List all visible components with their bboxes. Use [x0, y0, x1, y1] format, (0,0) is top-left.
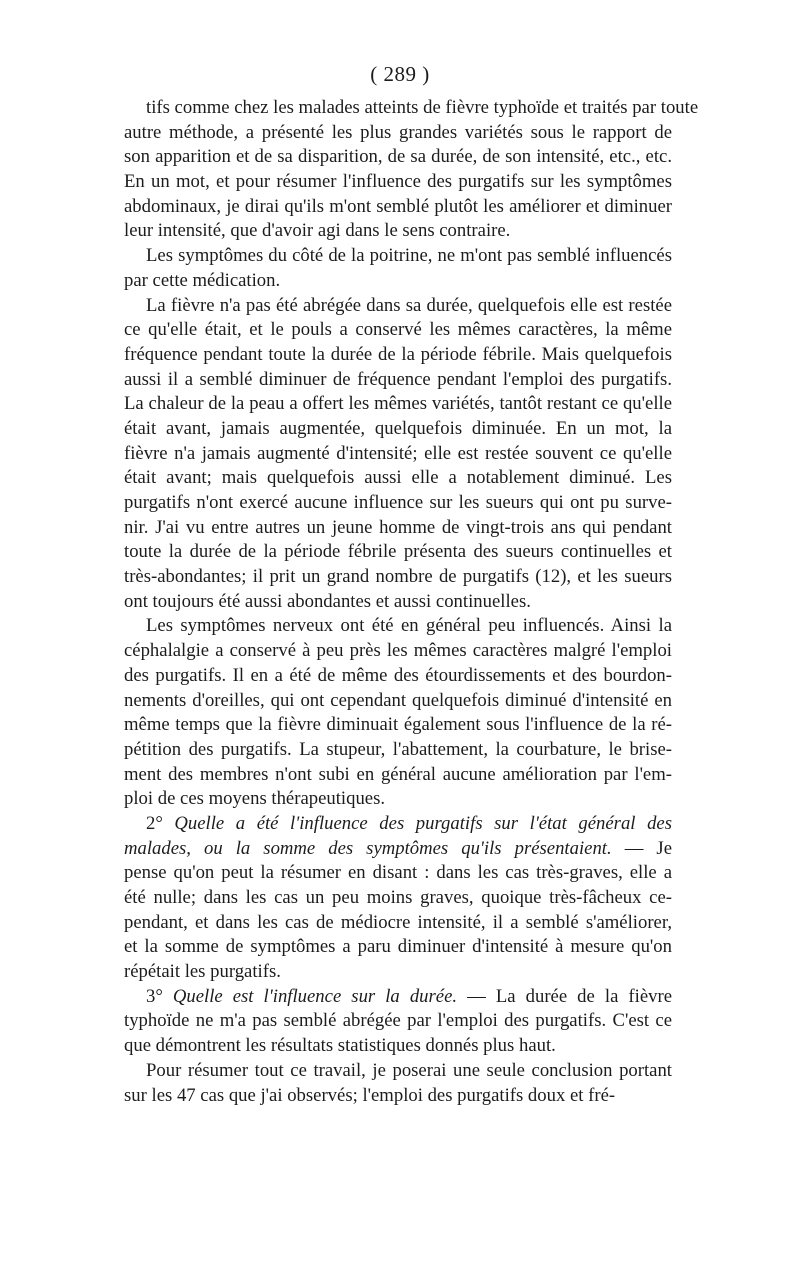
text-line: [124, 392, 672, 417]
text-line: [124, 442, 672, 467]
paragraph: [124, 614, 672, 812]
text-line: [124, 540, 672, 565]
text-line: [124, 985, 672, 1010]
text-line: [124, 1059, 672, 1084]
text-line: [124, 1084, 672, 1109]
text-run: — La durée de la fièvre: [457, 985, 672, 1007]
text-run: leur intensité, que d'avoir agi dans le sens contraire.: [124, 220, 511, 242]
text-run: typhoïde ne m'a pas semblé abrégée par l'emploi des purgatifs. C'est ce: [124, 1010, 672, 1032]
text-run: était avant; mais quelquefois aussi elle a notablement diminué. Les: [124, 467, 672, 489]
text-line: [124, 812, 672, 837]
text-run: que démontrent les résultats statistiques donnés plus haut.: [124, 1035, 556, 1057]
text-run: aussi il a semblé diminuer de fréquence pendant l'emploi des purgatifs.: [124, 368, 672, 390]
text-line: [124, 170, 672, 195]
text-run: sur les 47 cas que j'ai observés; l'emploi des purgatifs doux et fré-: [124, 1084, 616, 1106]
paragraph: [124, 812, 672, 985]
text-run: abdominaux, je dirai qu'ils m'ont semblé plutôt les améliorer et diminuer: [124, 195, 672, 217]
text-run: céphalalgie a conservé à peu près les mêmes caractères malgré l'emploi: [124, 640, 672, 662]
text-run: ce qu'elle était, et le pouls a conservé les mêmes caractères, la même: [124, 319, 672, 341]
text-run: son apparition et de sa disparition, de sa durée, de son intensité, etc., etc.: [124, 146, 672, 168]
text-run: par cette médication.: [124, 269, 281, 291]
text-run: même temps que la fièvre diminuait également sous l'influence de la ré-: [124, 714, 672, 736]
text-line: [124, 96, 699, 121]
text-run: La fièvre n'a pas été abrégée dans sa durée, quelquefois elle est restée: [146, 294, 672, 316]
text-run: purgatifs n'ont exercé aucune influence sur les sueurs qui ont pu surve-: [124, 492, 672, 513]
text-run: pense qu'on peut la résumer en disant : dans les cas très-graves, elle a: [124, 862, 672, 884]
text-line: [124, 491, 672, 516]
text-line: [124, 343, 672, 368]
text-line: [124, 516, 672, 541]
italic-run: malades, ou la somme des symptômes qu'ils présentaient.: [124, 837, 612, 859]
text-run: des purgatifs. Il en a été de même des étourdissements et des bourdon-: [124, 664, 672, 686]
text-run: Pour résumer tout ce travail, je poserai une seule conclusion portant: [146, 1059, 672, 1081]
text-line: [124, 466, 672, 491]
paragraph: [124, 294, 672, 615]
text-line: [124, 1009, 672, 1034]
text-line: [124, 738, 672, 763]
text-run: 2°: [146, 812, 175, 834]
paragraph: [124, 244, 672, 293]
text-line: [124, 590, 672, 615]
text-run: En un mot, et pour résumer l'influence des purgatifs sur les symptômes: [124, 171, 672, 193]
paragraph: [124, 1059, 672, 1108]
text-run: 3°: [146, 985, 173, 1007]
text-line: [124, 713, 672, 738]
page-number: ( 289 ): [370, 62, 430, 86]
text-line: [124, 664, 672, 689]
text-run: — Je: [611, 837, 672, 859]
paragraph: [124, 985, 672, 1059]
text-line: [124, 244, 672, 269]
text-run: été nulle; dans les cas un peu moins graves, quoique très-fâcheux ce-: [124, 887, 672, 908]
body-text: [124, 96, 699, 1108]
text-run: fièvre n'a jamais augmenté d'intensité; elle est restée souvent ce qu'elle: [124, 442, 672, 464]
paragraph: [124, 96, 699, 244]
text-run: toute la durée de la période fébrile présenta des sueurs continuelles et: [124, 541, 672, 563]
italic-run: Quelle est l'influence sur la durée.: [172, 985, 458, 1007]
text-run: était avant, jamais augmentée, quelquefois diminuée. En un mot, la: [124, 417, 672, 439]
text-line: [124, 614, 672, 639]
text-line: [124, 269, 672, 294]
text-run: Les symptômes nerveux ont été en général peu influencés. Ainsi la: [146, 615, 672, 637]
text-line: [124, 145, 672, 170]
text-run: La chaleur de la peau a offert les mêmes variétés, tantôt restant ce qu'elle: [124, 393, 672, 415]
text-run: pendant, et dans les cas de médiocre intensité, il a semblé s'améliorer,: [124, 911, 672, 933]
text-run: ont toujours été aussi abondantes et aussi continuelles.: [124, 590, 531, 612]
text-line: [124, 565, 672, 590]
text-line: [124, 861, 672, 886]
text-line: [124, 294, 672, 319]
text-line: [124, 837, 672, 862]
text-run: Les symptômes du côté de la poitrine, ne m'ont pas semblé influencés: [146, 245, 672, 267]
text-line: [124, 417, 672, 442]
text-run: répétait les purgatifs.: [124, 961, 281, 983]
text-run: fréquence pendant toute la durée de la période fébrile. Mais quelquefois: [124, 343, 672, 365]
text-line: [124, 911, 672, 936]
text-line: [124, 787, 672, 812]
text-run: tifs comme chez les malades atteints de fièvre typhoïde et traités par toute: [146, 97, 699, 118]
text-line: [124, 689, 672, 714]
text-run: ploi de ces moyens thérapeutiques.: [124, 788, 386, 810]
text-run: pétition des purgatifs. La stupeur, l'abattement, la courbature, le brise-: [124, 738, 672, 760]
text-line: [124, 195, 672, 220]
text-run: ment des membres n'ont subi en général aucune amélioration par l'em-: [124, 763, 672, 785]
text-line: [124, 368, 672, 393]
text-line: [124, 960, 672, 985]
text-line: [124, 219, 672, 244]
text-line: [124, 639, 672, 664]
text-line: [124, 763, 672, 788]
text-line: [124, 121, 672, 146]
text-line: [124, 935, 672, 960]
text-run: très-abondantes; il prit un grand nombre de purgatifs (12), et les sueurs: [124, 566, 672, 588]
text-run: nements d'oreilles, qui ont cependant quelquefois diminué d'intensité en: [124, 689, 672, 711]
text-run: et la somme de symptômes a paru diminuer d'intensité à mesure qu'on: [124, 936, 672, 958]
text-line: [124, 886, 672, 911]
text-line: [124, 318, 672, 343]
italic-run: Quelle a été l'influence des purgatifs sur l'état général des: [174, 812, 672, 834]
text-line: [124, 1034, 672, 1059]
text-run: autre méthode, a présenté les plus grandes variétés sous le rapport de: [124, 121, 672, 143]
text-run: nir. J'ai vu entre autres un jeune homme de vingt-trois ans qui pendant: [124, 516, 672, 538]
